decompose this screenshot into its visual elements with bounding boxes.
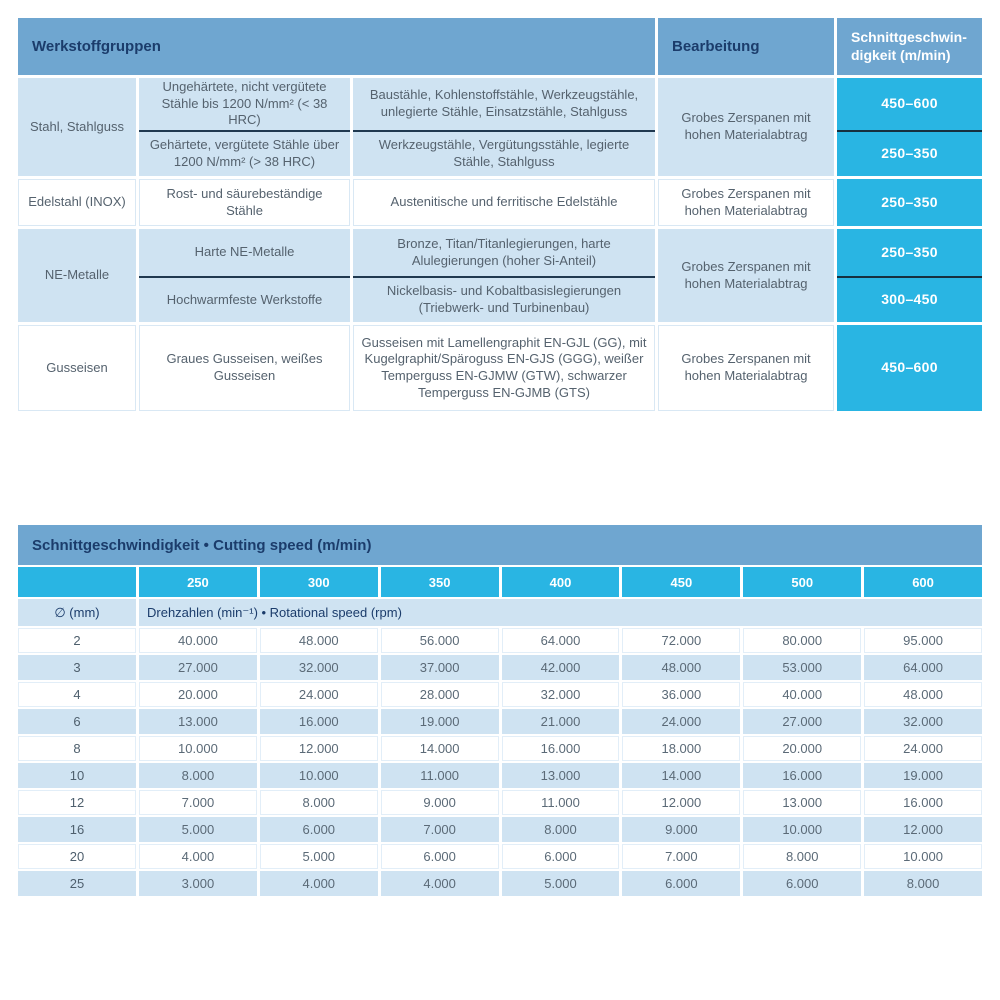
bearbeitung-cell: Grobes Zerspanen mit hohen Materialabtrag	[658, 78, 834, 176]
rpm-value: 4.000	[381, 871, 499, 896]
rpm-value: 7.000	[622, 844, 740, 869]
rpm-value: 6.000	[622, 871, 740, 896]
rpm-value: 18.000	[622, 736, 740, 761]
diameter-value: 6	[18, 709, 136, 734]
speed-column-header: 350	[381, 567, 499, 597]
rpm-value: 7.000	[139, 790, 257, 815]
bearbeitung-cell: Grobes Zerspanen mit hohen Materialabtrag	[658, 179, 834, 226]
rpm-value: 9.000	[622, 817, 740, 842]
rpm-value: 24.000	[622, 709, 740, 734]
rpm-value: 72.000	[622, 628, 740, 653]
rpm-value: 14.000	[622, 763, 740, 788]
materials-table	[18, 18, 982, 411]
rpm-value: 4.000	[260, 871, 378, 896]
rpm-value: 24.000	[260, 682, 378, 707]
rpm-value: 40.000	[743, 682, 861, 707]
rpm-value: 36.000	[622, 682, 740, 707]
material-subgroup: Harte NE-Metalle	[139, 229, 350, 276]
cutting-speed-range: 250–350	[837, 179, 982, 226]
rpm-value: 16.000	[743, 763, 861, 788]
speed-column-header: 600	[864, 567, 982, 597]
materials-group-row	[18, 325, 982, 411]
diameter-column-label: ∅ (mm)	[18, 599, 136, 626]
material-group-name: Stahl, Stahlguss	[18, 78, 136, 176]
material-subgroup: Graues Gusseisen, weißes Gusseisen	[139, 325, 350, 411]
material-group-name: NE-Metalle	[18, 229, 136, 322]
cutting-speed-range: 450–600	[837, 325, 982, 411]
rpm-value: 80.000	[743, 628, 861, 653]
diameter-value: 12	[18, 790, 136, 815]
material-subgroup: Rost- und säurebeständige Stähle	[139, 179, 350, 226]
rpm-value: 19.000	[864, 763, 982, 788]
rpm-value: 16.000	[260, 709, 378, 734]
speed-header-empty-cell	[18, 567, 136, 597]
rpm-value: 14.000	[381, 736, 499, 761]
material-examples: Nickelbasis- und Kobaltbasislegierungen (Triebwerk- und Turbinenbau)	[353, 276, 655, 322]
rpm-value: 10.000	[743, 817, 861, 842]
diameter-value: 16	[18, 817, 136, 842]
rpm-value: 32.000	[260, 655, 378, 680]
materials-group-row	[18, 229, 982, 322]
diameter-value: 3	[18, 655, 136, 680]
rpm-value: 53.000	[743, 655, 861, 680]
rpm-value: 13.000	[743, 790, 861, 815]
cutting-table-title: Schnittgeschwindigkeit • Cutting speed (m/min)	[18, 525, 982, 565]
rpm-value: 20.000	[743, 736, 861, 761]
speed-column-header: 300	[260, 567, 378, 597]
cutting-speed-range: 250–350	[837, 229, 982, 276]
rpm-value: 8.000	[502, 817, 620, 842]
diameter-value: 10	[18, 763, 136, 788]
rpm-value: 8.000	[260, 790, 378, 815]
rpm-value: 5.000	[260, 844, 378, 869]
rpm-value: 5.000	[502, 871, 620, 896]
rpm-value: 10.000	[864, 844, 982, 869]
material-group-name: Edelstahl (INOX)	[18, 179, 136, 226]
rpm-value: 27.000	[139, 655, 257, 680]
speed-column-header: 400	[502, 567, 620, 597]
materials-group-row	[18, 179, 982, 226]
rpm-value: 6.000	[381, 844, 499, 869]
rpm-value: 32.000	[502, 682, 620, 707]
rpm-value: 64.000	[502, 628, 620, 653]
rpm-value: 10.000	[260, 763, 378, 788]
material-examples: Werkzeugstähle, Vergütungsstähle, legierte Stähle, Stahlguss	[353, 130, 655, 176]
rpm-value: 40.000	[139, 628, 257, 653]
diameter-value: 20	[18, 844, 136, 869]
diameter-value: 2	[18, 628, 136, 653]
cutting-speed-range: 250–350	[837, 130, 982, 176]
materials-header-schnittgeschwindigkeit: Schnittgeschwin-digkeit (m/min)	[837, 18, 982, 75]
rpm-value: 42.000	[502, 655, 620, 680]
rpm-value: 12.000	[622, 790, 740, 815]
materials-header-bearbeitung: Bearbeitung	[658, 18, 834, 75]
rpm-value: 13.000	[502, 763, 620, 788]
rpm-value: 20.000	[139, 682, 257, 707]
rpm-value: 48.000	[622, 655, 740, 680]
rpm-value: 32.000	[864, 709, 982, 734]
rpm-value: 8.000	[864, 871, 982, 896]
rpm-value: 9.000	[381, 790, 499, 815]
materials-table-header-row	[18, 18, 982, 75]
rpm-value: 3.000	[139, 871, 257, 896]
rpm-value: 5.000	[139, 817, 257, 842]
rpm-value: 8.000	[743, 844, 861, 869]
material-examples: Baustähle, Kohlenstoffstähle, Werkzeugstähle, unlegierte Stähle, Einsatzstähle, Stahlguss	[353, 78, 655, 130]
rpm-value: 48.000	[864, 682, 982, 707]
material-subgroup: Gehärtete, vergütete Stähle über 1200 N/mm² (> 38 HRC)	[139, 130, 350, 176]
rpm-value: 6.000	[502, 844, 620, 869]
rpm-value: 16.000	[864, 790, 982, 815]
material-examples: Bronze, Titan/Titanlegierungen, harte Alulegierungen (hoher Si-Anteil)	[353, 229, 655, 276]
rpm-value: 10.000	[139, 736, 257, 761]
rpm-value: 7.000	[381, 817, 499, 842]
rpm-value: 56.000	[381, 628, 499, 653]
rpm-value: 19.000	[381, 709, 499, 734]
rpm-value: 37.000	[381, 655, 499, 680]
rpm-value: 16.000	[502, 736, 620, 761]
rpm-value: 6.000	[743, 871, 861, 896]
rpm-value: 48.000	[260, 628, 378, 653]
rpm-value: 12.000	[864, 817, 982, 842]
cutting-speed-range: 450–600	[837, 78, 982, 130]
cutting-speed-range: 300–450	[837, 276, 982, 322]
materials-header-werkstoffgruppen: Werkstoffgruppen	[18, 18, 655, 75]
rpm-value: 24.000	[864, 736, 982, 761]
bearbeitung-cell: Grobes Zerspanen mit hohen Materialabtrag	[658, 229, 834, 322]
rpm-value: 64.000	[864, 655, 982, 680]
rpm-value: 11.000	[502, 790, 620, 815]
material-group-name: Gusseisen	[18, 325, 136, 411]
rpm-row-label: Drehzahlen (min⁻¹) • Rotational speed (rpm)	[139, 599, 982, 626]
diameter-value: 25	[18, 871, 136, 896]
rpm-value: 27.000	[743, 709, 861, 734]
materials-table-body	[18, 78, 982, 411]
speed-column-header: 500	[743, 567, 861, 597]
materials-group-row	[18, 78, 982, 176]
diameter-value: 4	[18, 682, 136, 707]
rpm-value: 28.000	[381, 682, 499, 707]
speed-column-header: 450	[622, 567, 740, 597]
rpm-value: 21.000	[502, 709, 620, 734]
rpm-value: 11.000	[381, 763, 499, 788]
diameter-value: 8	[18, 736, 136, 761]
rpm-value: 13.000	[139, 709, 257, 734]
speed-column-header: 250	[139, 567, 257, 597]
rpm-value: 6.000	[260, 817, 378, 842]
rpm-value: 4.000	[139, 844, 257, 869]
rpm-value: 8.000	[139, 763, 257, 788]
material-subgroup: Ungehärtete, nicht vergütete Stähle bis 1200 N/mm² (< 38 HRC)	[139, 78, 350, 130]
material-examples: Gusseisen mit Lamellengraphit EN-GJL (GG), mit Kugelgraphit/Späroguss EN-GJS (GGG), weißer Temperguss EN-GJMW (GTW), schwarzer Temperguss EN-GJMB (GTS)	[353, 325, 655, 411]
rpm-value: 12.000	[260, 736, 378, 761]
rpm-value: 95.000	[864, 628, 982, 653]
material-examples: Austenitische und ferritische Edelstähle	[353, 179, 655, 226]
material-subgroup: Hochwarmfeste Werkstoffe	[139, 276, 350, 322]
cutting-speed-table	[18, 525, 982, 896]
bearbeitung-cell: Grobes Zerspanen mit hohen Materialabtrag	[658, 325, 834, 411]
